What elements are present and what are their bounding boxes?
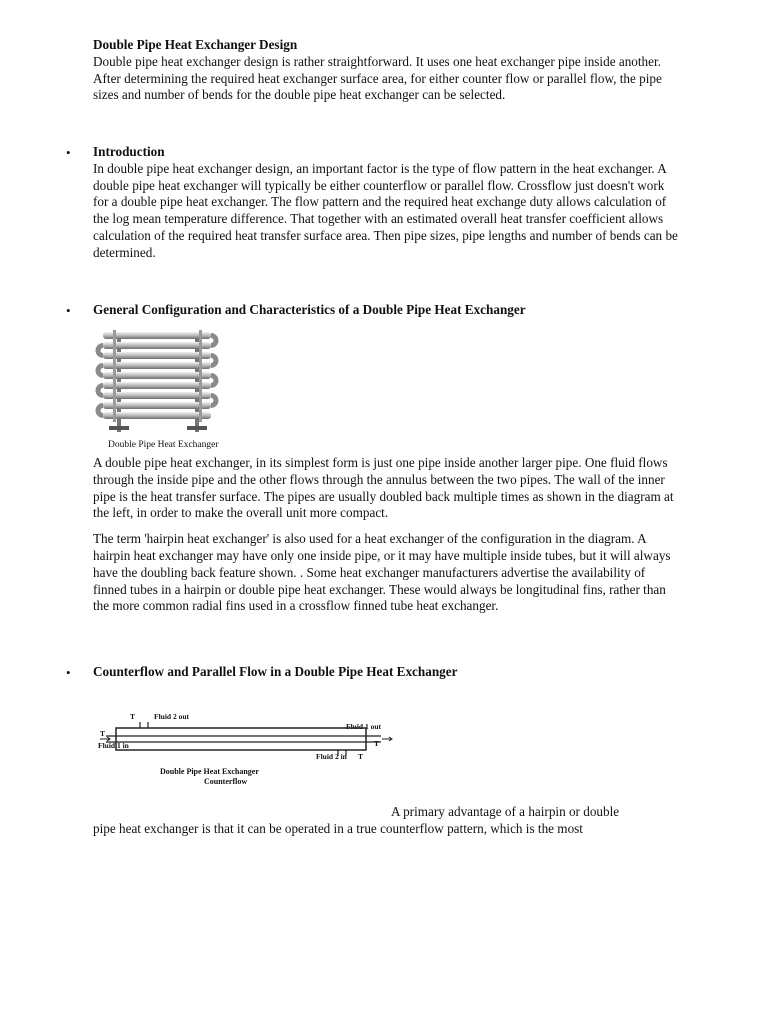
section-heading: General Configuration and Characteristics of a Double Pipe Heat Exchanger	[93, 302, 526, 317]
diagram-caption-line1: Double Pipe Heat Exchanger	[160, 767, 259, 776]
fluid1-out-label: Fluid 1 out	[346, 722, 382, 731]
section-heading-wrap	[93, 302, 678, 319]
intro-block	[93, 37, 678, 104]
bullet-marker: •	[66, 145, 71, 160]
section-paragraph: A double pipe heat exchanger, in its simplest form is just one pipe inside another larger pipe. One fluid flows through the inside pipe and the other flows through the annulus between the two pipes. The wall of the inner pipe is the heat transfer surface. The pipes are usually doubled back multiple times as shown in the diagram at the left, in order to make the overall unit more compact.	[93, 455, 674, 521]
diagram-caption-line2: Counterflow	[204, 777, 248, 786]
document-title: Double Pipe Heat Exchanger Design	[93, 37, 298, 52]
section-text-line: A primary advantage of a hairpin or double	[391, 804, 620, 819]
section-counterflow-text	[93, 804, 678, 838]
bullet-marker: •	[66, 665, 71, 680]
fluid2-in-label: Fluid 2 in	[316, 752, 347, 761]
photo-caption: Double Pipe Heat Exchanger	[108, 440, 219, 450]
section-configuration	[93, 455, 678, 615]
section-heading: Introduction	[93, 144, 165, 159]
section-introduction	[93, 144, 678, 262]
t-cout-label: T	[374, 739, 380, 748]
t-cin-label: T	[358, 752, 364, 761]
fluid1-in-label: Fluid 1 in	[98, 741, 129, 750]
fluid2-out-label: Fluid 2 out	[154, 712, 190, 721]
section-paragraph: In double pipe heat exchanger design, an important factor is the type of flow pattern in the heat exchanger. A double pipe heat exchanger will typically be either counterflow or parallel flow. Crossflow just doesn't work for a double pipe heat exchanger. The flow pattern and the required heat exchange duty allows calculation of the log mean temperature difference. That together with an estimated overall heat transfer coefficient allows calculation of the required heat transfer surface area. Then pipe sizes, pipe lengths and number of bends can be determined.	[93, 160, 678, 260]
hairpin-exchanger-photo	[95, 326, 225, 440]
section-paragraph: The term 'hairpin heat exchanger' is also used for a heat exchanger of the configuration in the diagram. A hairpin heat exchanger may have only one inside pipe, or it may have multiple inside tubes, but it will always have the doubling back feature shown. . Some heat exchanger manufacturers advertise the availability of finned tubes in a hairpin or double pipe heat exchanger. These would always be longitudinal fins, rather than the more common radial fins used in a crossflow finned tube heat exchanger.	[93, 531, 671, 614]
intro-paragraph: Double pipe heat exchanger design is rather straightforward. It uses one heat exchanger pipe inside another. After determining the required heat exchanger surface area, for either counter flow or parallel flow, the pipe sizes and number of bends for the double pipe heat exchanger can be selected.	[93, 53, 662, 103]
t-hin-label: T	[100, 729, 106, 738]
section-text-line: pipe heat exchanger is that it can be operated in a true counterflow pattern, which is the most	[93, 820, 583, 836]
counterflow-diagram	[96, 708, 396, 790]
section-heading: Counterflow and Parallel Flow in a Double Pipe Heat Exchanger	[93, 664, 458, 679]
t-hout-label: T	[130, 712, 136, 721]
section-heading-wrap	[93, 664, 678, 681]
bullet-marker: •	[66, 303, 71, 318]
